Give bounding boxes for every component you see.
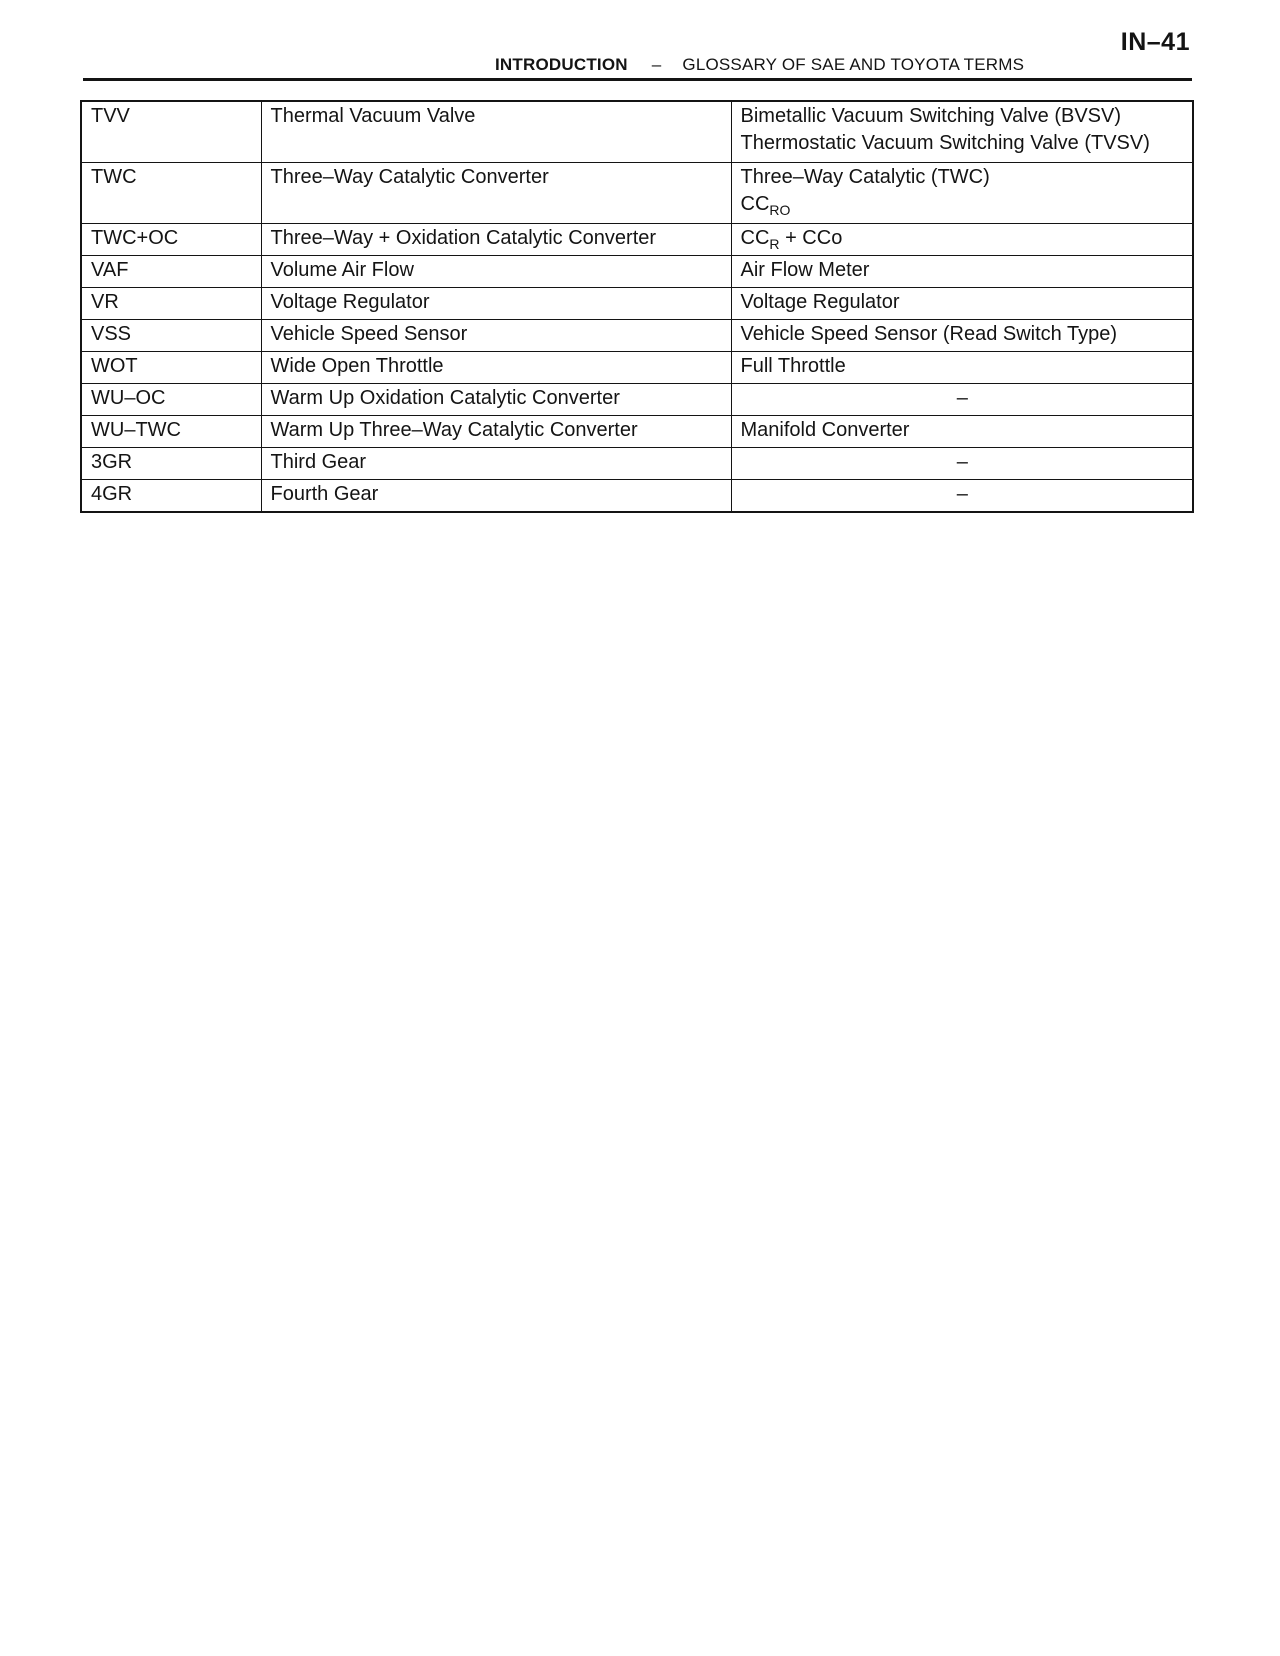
toyota-term-cell	[731, 163, 1193, 224]
table-row	[81, 416, 1193, 448]
abbr-cell: TWC	[81, 163, 261, 224]
sae-term-cell: Thermal Vacuum Valve	[261, 101, 731, 163]
sae-term-cell: Wide Open Throttle	[261, 352, 731, 384]
abbr-cell: VAF	[81, 256, 261, 288]
toyota-term-cell: –	[731, 448, 1193, 480]
toyota-term-cell: Full Throttle	[731, 352, 1193, 384]
table-row	[81, 256, 1193, 288]
sae-term-cell: Voltage Regulator	[261, 288, 731, 320]
page-number: IN–41	[1120, 28, 1190, 56]
toyota-term-cell: –	[731, 384, 1193, 416]
header-section-label: INTRODUCTION	[495, 55, 628, 74]
sae-term-cell: Warm Up Three–Way Catalytic Converter	[261, 416, 731, 448]
toyota-term-cell: Vehicle Speed Sensor (Read Switch Type)	[731, 320, 1193, 352]
abbr-cell: VSS	[81, 320, 261, 352]
toyota-term-cell: –	[731, 480, 1193, 513]
abbr-cell: TWC+OC	[81, 224, 261, 256]
sae-term-cell: Three–Way Catalytic Converter	[261, 163, 731, 224]
glossary-table	[80, 100, 1194, 513]
sae-term-cell: Vehicle Speed Sensor	[261, 320, 731, 352]
abbr-cell: TVV	[81, 101, 261, 163]
header-title: GLOSSARY OF SAE AND TOYOTA TERMS	[682, 55, 1025, 74]
sae-term-cell: Warm Up Oxidation Catalytic Converter	[261, 384, 731, 416]
table-row	[81, 163, 1193, 224]
toyota-term-line: Three–Way Catalytic (TWC)	[740, 166, 990, 188]
abbr-cell: WOT	[81, 352, 261, 384]
table-row	[81, 224, 1193, 256]
toyota-term-cell: Voltage Regulator	[731, 288, 1193, 320]
table-row	[81, 352, 1193, 384]
toyota-term-cell: Manifold Converter	[731, 416, 1193, 448]
header-separator: –	[651, 55, 662, 74]
toyota-term-cell	[731, 101, 1193, 163]
abbr-cell: VR	[81, 288, 261, 320]
table-row	[81, 288, 1193, 320]
toyota-term-cell: $CC_R$ + CCo	[731, 224, 1193, 256]
table-row	[81, 448, 1193, 480]
abbr-cell: WU–TWC	[81, 416, 261, 448]
subscript-text: R	[769, 236, 780, 252]
toyota-term-line: $CC_{RO}$	[740, 193, 791, 218]
sae-term-cell: Third Gear	[261, 448, 731, 480]
subscript-text: RO	[769, 202, 791, 218]
abbr-cell: WU–OC	[81, 384, 261, 416]
page-header	[495, 55, 1024, 75]
table-row	[81, 480, 1193, 513]
table-row	[81, 384, 1193, 416]
sae-term-cell: Volume Air Flow	[261, 256, 731, 288]
sae-term-cell: Fourth Gear	[261, 480, 731, 513]
abbr-cell: 3GR	[81, 448, 261, 480]
table-row	[81, 320, 1193, 352]
header-rule	[83, 78, 1192, 81]
toyota-term-line: Thermostatic Vacuum Switching Valve (TVSV)	[740, 132, 1150, 154]
sae-term-cell: Three–Way + Oxidation Catalytic Converter	[261, 224, 731, 256]
abbr-cell: 4GR	[81, 480, 261, 513]
toyota-term-line: Bimetallic Vacuum Switching Valve (BVSV)	[740, 105, 1122, 127]
table-row	[81, 101, 1193, 163]
toyota-term-cell: Air Flow Meter	[731, 256, 1193, 288]
